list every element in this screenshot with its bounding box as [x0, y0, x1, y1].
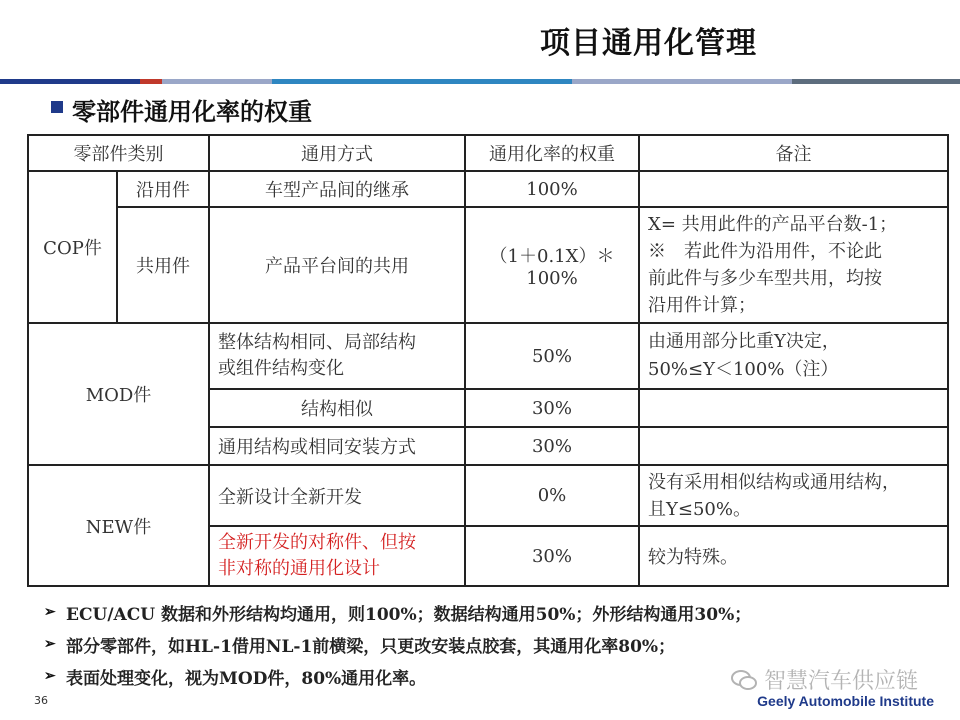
- list-item-text: ECU/ACU 数据和外形结构均通用，则100%；数据结构通用50%；外形结构通用30%；: [66, 604, 752, 625]
- weight-cell: 100%: [465, 171, 639, 207]
- note-line: 沿用件计算；: [648, 295, 756, 316]
- method-cell: 产品平台间的共用: [209, 207, 465, 323]
- page-title: 项目通用化管理: [540, 26, 757, 61]
- weight-line: 100%: [526, 267, 578, 289]
- header-method: 通用方式: [209, 135, 465, 171]
- list-item: [44, 628, 944, 660]
- square-bullet-icon: [51, 101, 63, 113]
- method-line: 整体结构相同、局部结构: [218, 332, 416, 353]
- method-line: 非对称的通用化设计: [218, 558, 380, 579]
- group-mod: MOD件: [28, 323, 209, 465]
- table-row: [28, 207, 948, 323]
- table-row: [28, 465, 948, 526]
- band-segment: [162, 79, 272, 84]
- table-row: [28, 171, 948, 207]
- arrow-bullet-icon: ➢: [44, 668, 56, 684]
- band-segment: [572, 79, 792, 84]
- method-line: 全新开发的对称件、但按: [218, 532, 416, 553]
- page-number: 36: [34, 694, 48, 707]
- table-row: [28, 323, 948, 389]
- note-cell: [639, 389, 948, 427]
- note-line: ※ 若此件为沿用件，不论此: [648, 241, 882, 262]
- header-weight: 通用化率的权重: [465, 135, 639, 171]
- note-cell: [639, 171, 948, 207]
- note-cell: [639, 207, 948, 323]
- commonality-weight-table: [27, 134, 949, 587]
- method-cell: 通用结构或相同安装方式: [209, 427, 465, 465]
- band-segment: [792, 79, 960, 84]
- note-cell: [639, 465, 948, 526]
- note-line: 由通用部分比重Y决定，: [648, 331, 840, 352]
- weight-cell: 30%: [465, 389, 639, 427]
- watermark-text: 智慧汽车供应链: [764, 669, 919, 694]
- note-line: X= 共用此件的产品平台数-1；: [648, 214, 898, 235]
- group-new: NEW件: [28, 465, 209, 586]
- list-item-text: 部分零部件，如HL-1借用NL-1前横梁，只更改安装点胶套，其通用化率80%；: [66, 636, 676, 657]
- method-cell-highlight: [209, 526, 465, 586]
- note-cell: [639, 427, 948, 465]
- note-line: 没有采用相似结构或通用结构，: [648, 471, 900, 493]
- band-segment: [0, 79, 140, 84]
- note-cell: 较为特殊。: [639, 526, 948, 586]
- method-cell: 车型产品间的继承: [209, 171, 465, 207]
- note-cell: [639, 323, 948, 389]
- weight-cell: 30%: [465, 526, 639, 586]
- header-category: 零部件类别: [28, 135, 209, 171]
- arrow-bullet-icon: ➢: [44, 636, 56, 652]
- group-cop: COP件: [28, 171, 117, 323]
- weight-cell: 0%: [465, 465, 639, 526]
- method-cell: [209, 323, 465, 389]
- header-color-band: [0, 79, 960, 84]
- sub-category: 沿用件: [117, 171, 209, 207]
- method-cell: 全新设计全新开发: [209, 465, 465, 526]
- weight-line: （1＋0.1X）＊: [489, 245, 615, 267]
- note-line: 50%≤Y＜100%（注）: [648, 359, 839, 380]
- list-item: [44, 596, 944, 628]
- band-segment: [272, 79, 572, 84]
- note-line: 前此件与多少车型共用，均按: [648, 268, 882, 289]
- band-segment: [140, 79, 162, 84]
- section-title: 零部件通用化率的权重: [72, 98, 312, 126]
- note-line: 且Y≤50%。: [648, 498, 751, 520]
- weight-cell: [465, 207, 639, 323]
- table-header-row: [28, 135, 948, 171]
- method-cell: 结构相似: [209, 389, 465, 427]
- arrow-bullet-icon: ➢: [44, 604, 56, 620]
- weight-cell: 50%: [465, 323, 639, 389]
- sub-category: 共用件: [117, 207, 209, 323]
- institute-name: Geely Automobile Institute: [757, 693, 934, 709]
- method-line: 或组件结构变化: [218, 358, 344, 379]
- header-note: 备注: [639, 135, 948, 171]
- list-item-text: 表面处理变化，视为MOD件，80%通用化率。: [66, 668, 427, 689]
- weight-cell: 30%: [465, 427, 639, 465]
